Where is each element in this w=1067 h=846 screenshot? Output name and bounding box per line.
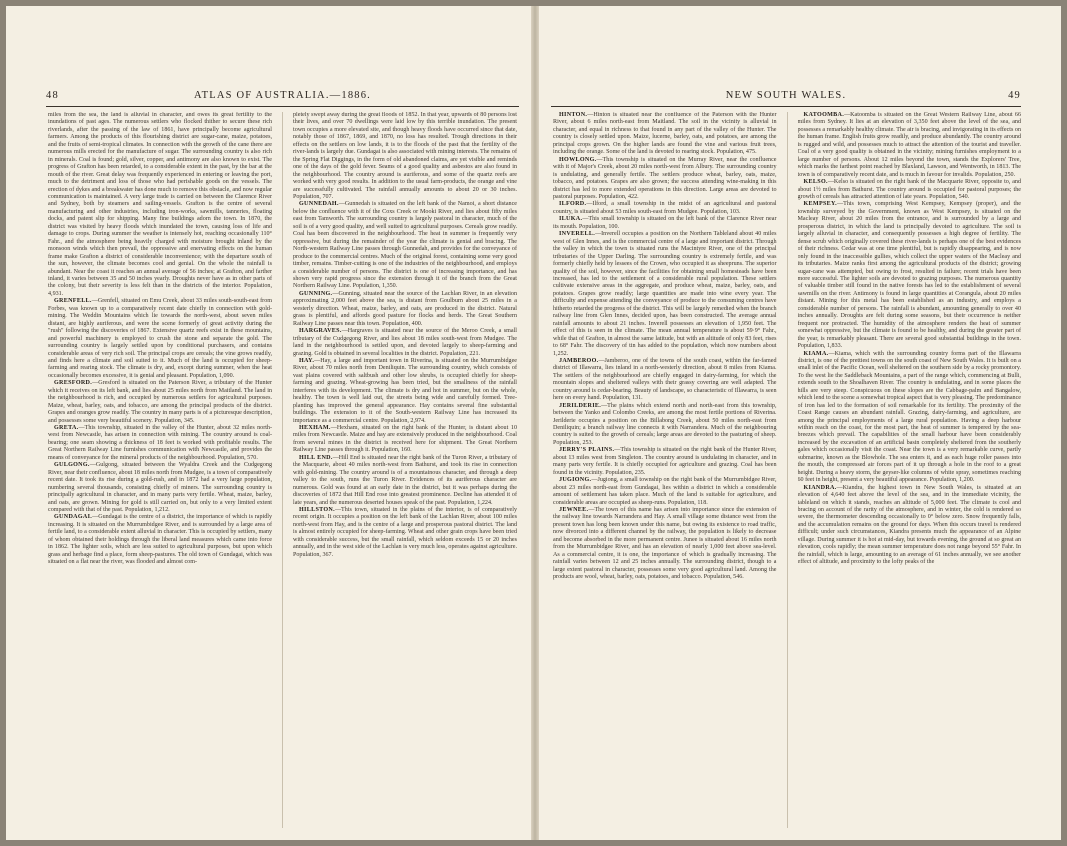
entry-place-name: JAMBEROO. (559, 357, 599, 364)
entry-place-name: JERILDERIE. (559, 402, 602, 409)
gazetteer-entry (553, 201, 777, 216)
entry-description: —Hill End is situated near the right bank of the Turon River, a tributary of the Macquarie, about 40 miles north-west from Bathurst, and took its rise in connection with gold-mining. The country around is of a mountainous character, and through a deep valley to the south, runs the Turon River. Evidences of its auriferous character are numerous. Gold was found at an early date in the district, but it was perhaps during the discoveries of 1872 that Hill End rose into greatest prominence. Decline has attended it of late years, and the numerous deserted houses speak of the past. Population, 1,224. (293, 454, 517, 506)
entry-place-name: GRESFORD. (54, 380, 93, 387)
entry-description: —Hargraves is situated near the source of the Meroo Creek, a small tributary of the Cudgegong River, and lies about 18 miles south-west from Mudgee. The land in the neighbourhood is settled upon, and devoted largely to sheep-farming and grazing. Gold is obtained in several localities in the district. Population, 221. (293, 328, 517, 357)
entry-description: —Kiama, which with the surrounding country forms part of the Illawarra district, is one of the prettiest towns on the south coast of New South Wales. It is built on a small inlet of the Pacific Ocean, well sheltered on the southern side by a rocky promontory. To the west lie the Saddleback Mountains, a part of the range which, commencing at Bulli, extends south to the Shoalhaven River. The country is undulating, and in some places the hills are very steep. Conspicuous on these slopes are the Cabbage-palm and Bangalow, which lend to the scene a somewhat tropical aspect that is very pleasing. The predominance of iron has led to the formation of soil remarkable for its fertility. The proximity of the Coast Range causes an abundant rainfall. Grazing, dairy-farming, and agriculture, are among the principal employments of a large rural population. Having a deep harbour within reach on the coast, for the most part, the heat of summer is tempered by the sea-breezes which prevail. The capabilities of the small harbour have been considerably increased by the excavation of an artificial basin completely sheltered from the southerly gales which occasionally visit the coast. Near the town is a very remarkable curve, partly submarine, known as the Blowhole. The sea enters it, and as each huge roller passes into the mouth, the compressed air forces part of it up through a hole in the roof to a great height. During a heavy storm, the geyser-like columns of white spray, sometimes reaching 60 feet in height, present a very beautiful appearance. Population, 1,200. (797, 350, 1021, 484)
gazetteer-entry (293, 358, 517, 425)
entry-description: —This town, situated in the plains of the interior, is of comparatively recent origin. It occupies a position on the left bank of the Lachlan River, about 100 miles north-west from Hay, and is the centre of a large and prosperous pastoral district. The land is almost entirely occupied for sheep-farming. Wheat and other grain crops have been tried with considerable success, but the small rainfall, which seldom exceeds 15 or 20 inches annually, and in the west side of the Lachlan is very much less, operates against agriculture. Population, 367. (293, 507, 517, 558)
entry-description: —This township, situated in the valley of the Hunter, about 32 miles north-west from Newcastle, has arisen in connection with mining. The country around is coal-bearing; one seam showing a thickness of 18 feet is worked with profitable results. The Great Northern Railway Line furnishes communication with Newcastle, and provides the means of conveyance for the mineral products of the neighbourhood. Population, 570. (48, 425, 272, 461)
gazetteer-entry (48, 514, 272, 566)
entry-description: —The town of this name has arisen into importance since the extension of the railway line towards Narrandera and Hay. A small village some distance west from the present town has long been known under this name, but owing its existence to road traffic, now divorced into a different channel by the railway, the population is likely to decrease and become absorbed in the more permanent centre. Junee is situated about 16 miles north from the Murrumbidgee River, and has an elevation of nearly 1,000 feet above sea-level. As a commercial centre, it is one, the importance of which is gradually increasing. The rainfall varies between 12 and 25 inches annually. The surrounding district, though to a large extent pastoral in character, possesses some very good agricultural land. Among the products are wool, wheat, barley, oats, potatoes, and tobacco. Population, 546. (553, 507, 777, 581)
entry-description: —Kelso is situated on the right bank of the Macquarie River, opposite to, and about 1½ miles from Bathurst. The country around is occupied for pastoral purposes; the growth of cereals has attracted attention of late years. Population, 540. (797, 179, 1021, 200)
right-header-rule (551, 106, 1021, 107)
entry-description: —This town, comprising West Kempsey, Kempsey (proper), and the township surveyed by the Government, known as West Kempsey, is situated on the Macleay River, about 20 miles from the entrance, and is surrounded by a large and prosperous district, in which the land is principally devoted to agriculture. The soil is largely alluvial in character, and consequently possesses a high degree of fertility. The dense scrub which originally covered these river-lands is perhaps one of the best evidences of their richness. Cedar was at one time plentiful, but is rapidly disappearing, and is now only found in the inaccessible gullies, which collect the upper waters of the Macleay and its tributaries. Maize ranks first among the agricultural products of the district; growing sugar-cane was attempted, but owing to frost, resulted in failure; recent trials have been more successful. The lighter soils are devoted to grazing purposes. The numerous quantity of valuable timber still found in the native forests has led to the establishment of several sawmills on the river. Antimony is found in large quantities at Corangula, about 20 miles distant. Mining for this metal has been established as an industry, and employs a considerable number of persons. The rainfall is abundant, amounting generally to over 40 inches annually. Droughts are felt during some seasons, but their occurrence is neither frequent nor protracted. The humidity of the atmosphere renders the heat of summer somewhat oppressive, but the climate is found to be healthy, and during the greater part of the year, is remarkably pleasant. There are several good substantial buildings in the town. Population, 1,833. (797, 201, 1021, 350)
right-page-number: 49 (1008, 90, 1021, 101)
entry-description: —Gunning, situated near the source of the Lachlan River, in an elevation approximating 2,000 feet above the sea, is distant from Goulburn about 25 miles in a westerly direction. Wheat, maize, barley, and oats, are produced in the district. Natural grass is plentiful, and affords good pasture for flocks and herds. The Great Southern Railway Line passes near this town. Population, 400. (293, 290, 517, 327)
gazetteer-entry (293, 425, 517, 455)
entry-place-name: HOWLONG. (559, 156, 597, 163)
left-column-1 (48, 112, 272, 828)
gazetteer-entry (553, 403, 777, 448)
entry-place-name: KEMPSEY. (803, 201, 837, 208)
entry-place-name: GUNNING. (299, 290, 333, 297)
entry-description: —Kiandra, the highest town in New South Wales, is situated at an elevation of 4,640 feet above the level of the sea, and in the immediate vicinity, the tableland on which it stands, reaches an altitude of 5,000 feet. The climate is cool and bracing on account of the rarity of the atmosphere, and in winter, the cold is rendered so severe, the thermometer descending occasionally to 0° below zero. Snow frequently falls, and the accumulation remains on the ground for days. When this occurs travel is rendered difficult; under such circumstances, Kiandra presents much the appearance of an Alpine village. During summer it is hot at mid-day, but towards evening, the ground at so great an elevation, cools rapidly; the mean summer temperature does not range beyond 55° Fahr. In the rainfall, which is large, amounting to an average of 61 inches annually, we see another effect of altitude, and proximity to the lofty peaks of the (797, 484, 1021, 566)
entry-description: pletely swept away during the great floods of 1852. In that year, upwards of 80 persons lost their lives, and over 70 dwellings were laid low by this terrible inundation. The present town occupies a more elevated site, and though heavy floods have occurred since that date, notably those of 1867, 1869, and 1870, no loss has resulted. Trough directions in their effects on the settlers on low lands, it is to the floods of the past that the fertility of the river-lands is largely due. Gundagai is also associated with mining interests. The remains of the Spring Flat Diggings, in the form of old abandoned claims, are yet visible and reminds one of the days of the gold fever. Seams of a good quality and asbestos are also found in the neighbourhood. The country around is auriferous, and some of the quartz reefs are worked with very good results. In addition to the usual farm-products, the orange and vine are successfully cultivated. The rainfall annually amounts to about 20 or 30 inches. Population, 707. (293, 112, 517, 200)
entry-place-name: HARGRAVES. (299, 328, 342, 335)
gazetteer-entry (48, 112, 272, 298)
entry-description: —Hay, a large and important town in Riverina, is situated on the Murrumbidgee River, about 70 miles north from Deniliquin. The surrounding country, which consists of vast plains covered with saltbush and other low shrubs, is occupied chiefly for sheep-farming and grazing. Wheat-growing has been tried, but the smallness of the rainfall interferes with its development. The climate is dry and hot in summer, but on the whole, healthy. The town is well laid out, the streets being wide and carefully formed. Tree-planting has improved the general appearance. Hay contains several fine substantial buildings. The extension to it of the South-western Railway Line has increased its importance as a commercial centre. Population, 2,974. (293, 357, 517, 424)
entry-place-name: GUNNEDAH. (299, 201, 339, 208)
gazetteer-entry (293, 507, 517, 559)
entry-description: —This small township is situated on the left bank of the Clarence River near its mouth. Population, 100. (553, 216, 777, 230)
gazetteer-entry (293, 455, 517, 507)
entry-description: —Gunnedah is situated on the left bank of the Namoi, a short distance below the confluence with it of the Coxs Creek or Mooki River, and lies about fifty miles east from Tamworth. The surrounding country is largely pastoral in character, much of the soil is of a very good quality, and well suited to agricultural purposes. Cereals grow readily. Coal has been discovered in the neighbourhood. The heat in summer is frequently very oppressive, but during the remainder of the year the climate is genial and bracing. The North-western Railway Line passes through Gunnedah, and provides for the conveyance of produce to the commercial centres. Much of the original forest, containing some very good timber, remains. Timber-cutting is one of the industries of the neighbourhood, and employs a considerable number of persons. The district is one of increasing importance, and has shown very rapid progress since the extension through it of the branch from the Great Northern Railway Line. Population, 1,350. (293, 201, 517, 290)
entry-description: —Grenfell, situated on Emu Creek, about 33 miles south-south-east from Forbes, was known up to a comparatively recent date chiefly in connection with gold-mining. The Weddin Mountains which lie towards the north-west, about seven miles distant, are highly auriferous, and were the scene formerly of great activity during the "rush" following the discoveries of 1867. Extensive quartz reefs exist in these mountains, and powerful machinery is employed to crush the stone and separate the gold. The surrounding country is largely settled upon by conditional purchasers, and contains considerable areas of very rich soil. The principal crops are cereals; the vine grows readily, and finds here a climate and soil suited to it. Much of the land is occupied for sheep-farming and rearing stock. The climate is dry, and, except during summer, when the heat occasionally becomes excessive, it is genial and pleasant. Population, 1,090. (48, 298, 272, 379)
entry-place-name: KELSO. (803, 179, 828, 186)
left-page-heading: ATLAS OF AUSTRALIA.—1886. (193, 90, 371, 101)
right-column-divider (787, 112, 788, 828)
entry-description: —Ilford, a small township in the midst of an agricultural and pastoral country, is situated about 53 miles south-east from Mudgee. Population, 103. (553, 201, 777, 215)
entry-description: —Katoomba is situated on the Great Western Railway Line, about 66 miles from Sydney. It lies at an elevation of 3,350 feet above the level of the sea, and possesses a remarkably healthy climate. The air is bracing, and invigorating in its effects on the human frame. English fruits grow readily, and produce abundantly. The country around is rugged and wild, and possesses much to attract the attention of the tourist and traveller. Coal of a very good quality is obtained in the vicinity; mining furnishes employment to a large number of persons. About 12 miles beyond the town, stands the Explorers' Tree, which marks the farthest point reached by Blaxland, Lawson, and Wentworth, in 1813. The town is of comparatively recent date, and is much in favour for invalids. Population, 250. (797, 112, 1021, 178)
entry-description: —The plains which extend north and north-east from this township, between the Yanko and Colombo Creeks, are among the most fertile portions of Riverina. Jerilderie occupies a position on the Billabong Creek, about 50 miles north-east from Deniliquin; a branch railway line connects it with Narrandera. Much of the neighbouring country is suited to the growth of cereals; large areas are devoted to the pasturing of sheep. Population, 253. (553, 402, 777, 446)
gazetteer-entry (293, 291, 517, 328)
entry-description: —Inverell occupies a position on the Northern Tableland about 40 miles west of Glen Innes, and is the commercial centre of a large and important district. Through the valley in which the town is situated runs the Macintyre River, one of the principal tributaries of the Upper Darling. The surrounding country is extremely fertile, and was formerly chiefly held by lessees of the Crown, who occupied it as sheepruns. The superior quality of the soil, however, since the facilities for obtaining small homesteads have been increased, has led to the settlement of a considerable rural population. These settlers cultivate extensive areas in the aggregate, and produce wheat, maize, barley, oats, and potatoes. Grapes grow readily; large quantities are made into wine every year. The difficulty and expense attending the conveyance of produce to the consuming centres have hitherto retarded the progress of the district. This will be largely remedied when the branch railway line from Glen Innes, decided upon, has been constructed. The average annual rainfall amounts to about 21 inches. Inverell possesses an elevation of 1,950 feet. The effect of this is seen in the climate. The mean annual temperature is about 59·9° Fahr., while that of Grafton, in almost the same latitude, but with an altitude of only 83 feet, rises to 68° Fahr. The discovery of tin has added to the population, which now numbers about 1,252. (553, 231, 777, 357)
entry-place-name: HILL END. (299, 454, 333, 461)
entry-description: —Jugiong, a small township on the right bank of the Murrumbidgee River, about 23 miles north-east from Gundagai, lies within a district in which a considerable amount of settlement has taken place. Much of the land is suitable for agriculture, and considerable areas are occupied as sheep-runs. Population, 118. (553, 477, 777, 506)
gazetteer-entry (553, 358, 777, 403)
entry-place-name: INVERELL. (559, 231, 596, 238)
entry-description: miles from the sea, the land is alluvial in character, and owes its great fertility to the inundations of past ages. The numerous settlers who flocked thither to secure these rich riverlands, after the passing of the law of 1861, have principally become agricultural farmers. Among the products of this flourishing district are sugar-cane, maize, potatoes, and the fruits of semi-tropical climates. In connection with the growth of the cane there are numerous mills erected for the manufacture of sugar. The surrounding country is also rich in minerals. Coal is found; gold, silver, copper, and antimony are also known to exist. The progress of Grafton has been retarded, to a considerable extent in the past, by the bar at the mouth of the river. Great delay was frequently experienced in entering or leaving the port, much to the detriment and loss of those who had perishable goods on the vessels. The erection of dykes and a breakwater has done much to remove this obstacle, and now regular communication is maintained. A very large trade is carried on between the Clarence River and Sydney, both by steamers and sailing-vessels. Grafton is the centre of several manufacturing and other industries, including iron-works, sawmills, tanneries, floating docks, and patent slip for shipping. Many fine buildings adorn the town. In 1870, the district was visited by heavy floods which inundated the town, causing loss of life and damage to crops. During summer the weather is intensely hot, reaching occasionally 110° Fahr., and the atmosphere being heavily charged with moisture brought inland by the monsoon winds which then prevail, the oppressive and enervating effects on the human frame make Grafton a district of considerable inconvenience; with the departure south of the sun, however, the climate becomes cool and genial. On the whole the rainfall is abundant. Near the coast it reaches an annual average of 56 inches; at Grafton, and farther inland, it varies between 35 and 50 inches yearly. Droughts never have as in other parts of the colony, but their severity is less felt than in the districts of the interior. Population, 4,931. (48, 112, 272, 297)
entry-place-name: HEXHAM. (299, 425, 331, 432)
left-running-head (46, 90, 519, 106)
entry-place-name: JEWNEE. (559, 507, 589, 514)
gazetteer-entry (553, 477, 777, 507)
gazetteer-entry (798, 485, 1022, 567)
entry-description: —Hexham, situated on the right bank of the Hunter, is distant about 10 miles from Newcastle. Maize and hay are extensively produced in the neighbourhood. Coal from several mines in the district is received here for shipment. The Great Northern Railway Line passes through it. Population, 160. (293, 425, 517, 454)
gazetteer-entry (293, 112, 517, 201)
right-running-head (551, 90, 1021, 106)
gazetteer-entry (293, 201, 517, 290)
right-page (539, 6, 1061, 840)
entry-description: —Gundagai is the centre of a district, the importance of which is rapidly increasing. It is situated on the Murrumbidgee River, and is surrounded by a large area of fertile land, to a considerable extent alluvial in character. This is occupied by settlers, many of whom obtained their holdings through the liberal land measures which came into force in 1862. The lighter soils, which are less suited to agricultural purposes, but upon which grass and herbage find a place, form sheep-pastures. The old town of Gundagai, which was situated on a flat near the river, was flooded and almost com- (48, 514, 272, 566)
gazetteer-entry (553, 447, 777, 477)
gazetteer-entry (553, 231, 777, 358)
gazetteer-entry (48, 380, 272, 425)
gazetteer-entry (798, 112, 1022, 179)
gazetteer-entry (553, 112, 777, 157)
left-column-divider (282, 112, 283, 828)
entry-place-name: JUGIONG. (559, 477, 592, 484)
right-column-1 (553, 112, 777, 828)
gazetteer-entry (553, 157, 777, 202)
gazetteer-entry (48, 425, 272, 462)
entry-place-name: GULGONG. (54, 462, 90, 469)
gazetteer-entry (293, 328, 517, 358)
entry-description: —Hinton is situated near the confluence of the Paterson with the Hunter River, about 6 miles north-east from Maitland. The soil in the vicinity is alluvial in character, and equal in richness to that found in any part of the valley of the Hunter. The country is closely settled upon. Maize, lucerne, barley, oats, and potatoes, are among the principal crops grown. On the higher lands are found the vine and various fruit trees, including the orange. Some of the land is devoted to rearing stock. Population, 475. (553, 112, 777, 156)
left-columns (48, 112, 517, 828)
entry-place-name: ILUKA. (559, 216, 583, 223)
entry-description: —Gresford is situated on the Paterson River, a tributary of the Hunter which it receives on its left bank, and lies about 25 miles north from Maitland. The land in the neighbourhood is rich, and occupied by numerous settlers for agricultural purposes. Maize, wheat, barley, oats, and tobacco, are among the principal products of the district. Grapes and oranges grow readily. The country in many parts is of a picturesque description, and possesses some very beautiful scenery. Population, 345. (48, 380, 272, 424)
entry-place-name: JERRY'S PLAINS. (559, 447, 615, 454)
entry-place-name: GUNDAGAI. (54, 514, 93, 521)
entry-place-name: HINTON. (559, 112, 588, 118)
entry-place-name: KIANDRA. (803, 484, 837, 491)
entry-place-name: HAY. (299, 357, 315, 364)
gazetteer-entry (798, 351, 1022, 485)
left-header-rule (46, 106, 519, 107)
gazetteer-entry (798, 201, 1022, 350)
entry-place-name: GRETA. (54, 425, 79, 432)
right-page-heading: NEW SOUTH WALES. (725, 90, 847, 101)
right-columns (553, 112, 1021, 828)
book-spread (6, 6, 1061, 840)
gazetteer-entry (798, 179, 1022, 201)
entry-description: —This township is situated on the right bank of the Hunter River, about 13 miles west from Singleton. The country around is undulating in character, and in many parts very fertile. It is chiefly occupied for agriculture and grazing. Coal has been found in the vicinity. Population, 235. (553, 447, 777, 476)
entry-place-name: ILFORD. (559, 201, 587, 208)
entry-place-name: KATOOMBA. (803, 112, 845, 118)
entry-description: —This township is situated on the Murray River, near the confluence with it of Major's Creek, about 20 miles north-west from Albury. The surrounding country is undulating, and generally fertile. The settlers produce wheat, barley, oats, maize, tobacco, and potatoes. Grapes are also grown; the success attending wine-making in this district has led to more extended operations in this direction. Large areas are devoted to pastoral purposes. Population, 422. (553, 156, 777, 200)
entry-place-name: KIAMA. (803, 350, 829, 357)
right-column-2 (798, 112, 1022, 828)
entry-description: —Jamberoo, one of the towns of the south coast, within the far-famed district of Illawarra, lies inland in a north-westerly direction, about 8 miles from Kiama. The settlers of the neighbourhood are chiefly engaged in dairy-farming, for which the mountain slopes and sheltered valleys with their grassy covering are well adapted. The country around is cedar-bearing. Beauty of landscape, so characteristic of Illawarra, is seen here on every hand. Population, 131. (553, 357, 777, 402)
left-page (6, 6, 531, 840)
book-gutter (531, 6, 539, 840)
gazetteer-entry (553, 507, 777, 582)
entry-place-name: GRENFELL. (54, 298, 92, 305)
left-column-2 (293, 112, 517, 828)
gazetteer-entry (48, 298, 272, 380)
left-page-number: 48 (46, 90, 59, 101)
entry-place-name: HILLSTON. (299, 507, 335, 514)
entry-description: —Gulgong, situated between the Wyaldra Creek and the Cudgegong River, near their confluence, about 18 miles north from Mudgee, is a town of comparatively recent date. It took its rise during a gold-rush, and in 1872 had a very large population, numbering several thousands, consisting chiefly of miners. The surrounding country is principally agricultural in character, and in many parts very fertile. Wheat, maize, barley, and oats, are grown. Mining for gold is still carried on, but only to a very limited extent compared with that of the past. Population, 1,212. (48, 462, 272, 514)
gazetteer-entry (48, 462, 272, 514)
gazetteer-entry (553, 216, 777, 231)
